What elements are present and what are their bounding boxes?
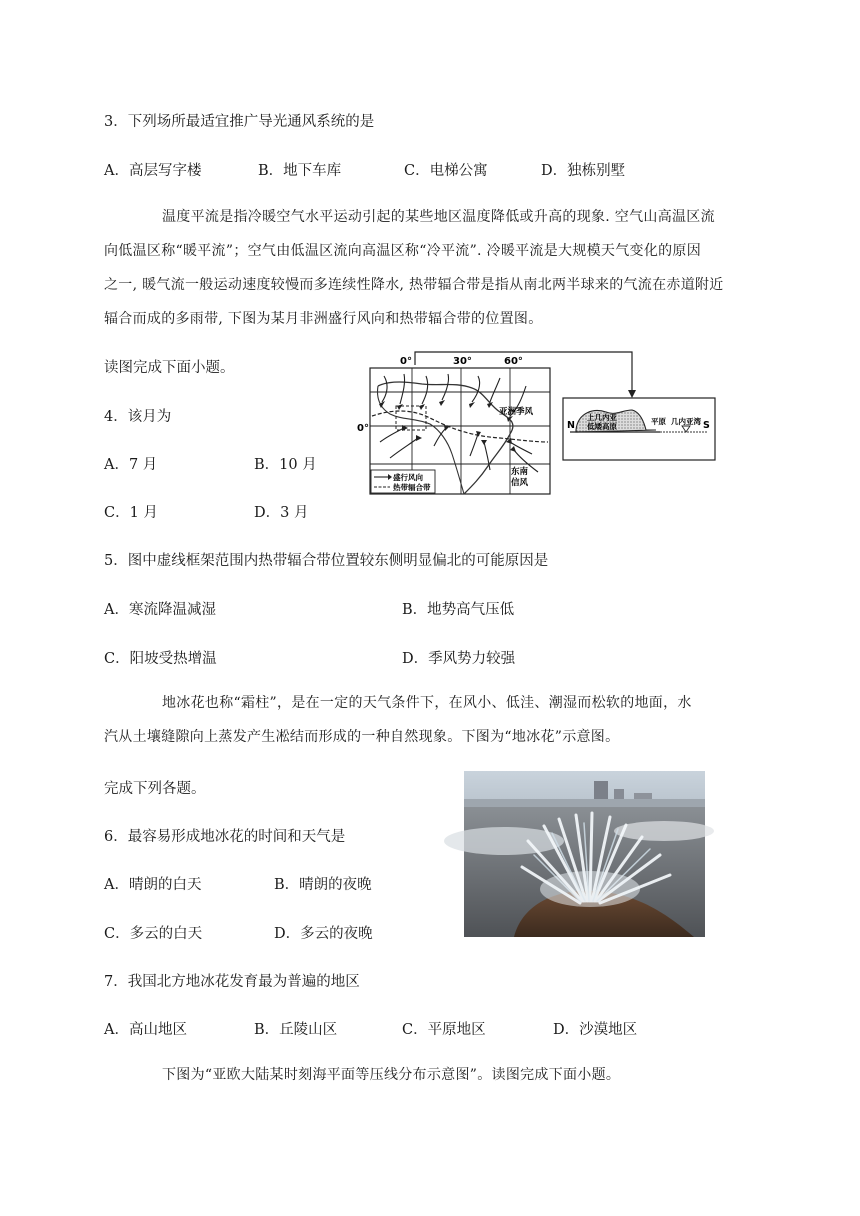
q4-option-c[interactable]: C．1 月 (104, 505, 158, 521)
q3-option-a[interactable]: A．高层写字楼 (104, 163, 202, 179)
passage1-line-2: 向低温区称“暖平流”；空气由低温区流向高温区称“冷平流”. 冷暖平流是大规模天气变化的原因 (104, 243, 702, 259)
q3-stem: 3．下列场所最适宜推广导光通风系统的是 (104, 114, 375, 130)
q5-option-c[interactable]: C．阳坡受热增温 (104, 651, 217, 667)
q7-option-d[interactable]: D．沙漠地区 (553, 1022, 638, 1038)
q7-option-c[interactable]: C．平原地区 (402, 1022, 486, 1038)
q6-option-c[interactable]: C．多云的白天 (104, 926, 203, 942)
passage1-line-4: 辐合而成的多雨带, 下图为某月非洲盛行风向和热带辐合带的位置图。 (104, 311, 543, 327)
q5-stem: 5．图中虚线框架范围内热带辐合带位置较东侧明显偏北的可能原因是 (104, 553, 549, 569)
q3-option-c[interactable]: C．电梯公寓 (404, 163, 488, 179)
profile-upper-guinea-label-2: 低矮高原 (587, 422, 617, 431)
lat-label-0: 0° (357, 423, 369, 434)
q4-option-d[interactable]: D．3 月 (254, 505, 309, 521)
profile-upper-guinea-label-1: 上几内亚 (587, 413, 617, 422)
q4-option-b[interactable]: B．10 月 (254, 457, 317, 473)
passage2-line-1: 地冰花也称“霜柱”，是在一定的天气条件下，在风小、低洼、潮湿而松软的地面，水 (162, 695, 692, 711)
q7-stem: 7．我国北方地冰花发育最为普遍的地区 (104, 974, 360, 990)
q7-option-b[interactable]: B．丘陵山区 (254, 1022, 338, 1038)
profile-plain-label: 平原 (651, 417, 666, 426)
q7-option-a[interactable]: A．高山地区 (104, 1022, 187, 1038)
q3-option-b[interactable]: B．地下车库 (258, 163, 342, 179)
q6-option-b[interactable]: B．晴朗的夜晚 (274, 877, 372, 893)
africa-wind-itcz-map (357, 346, 725, 502)
q5-option-b[interactable]: B．地势高气压低 (402, 602, 515, 618)
legend-wind-label: 盛行风向 (393, 473, 423, 482)
ice-flower-photo (464, 771, 705, 937)
profile-gulf-label: 几内亚湾 (671, 417, 701, 426)
passage1-instruction: 读图完成下面小题。 (104, 360, 235, 376)
q6-option-d[interactable]: D．多云的夜晚 (274, 926, 373, 942)
q4-option-a[interactable]: A．7 月 (104, 457, 158, 473)
q5-option-d[interactable]: D．季风势力较强 (402, 651, 516, 667)
passage1-line-1: 温度平流是指冷暖空气水平运动引起的某些地区温度降低或升高的现象. 空气山高温区流 (162, 209, 715, 225)
legend-itcz-label: 热带辐合带 (393, 483, 431, 492)
lon-label-60: 60° (504, 356, 523, 367)
lon-label-0: 0° (400, 356, 412, 367)
q3-option-d[interactable]: D．独栋别墅 (541, 163, 626, 179)
passage3-line: 下图为“亚欧大陆某时刻海平面等压线分布示意图”。读图完成下面小题。 (162, 1067, 621, 1083)
profile-north-label: N (567, 420, 575, 431)
se-trade-label-1: 东南 (511, 467, 529, 477)
asia-monsoon-label: 亚洲季风 (499, 407, 534, 417)
lon-label-30: 30° (453, 356, 472, 367)
q6-stem: 6．最容易形成地冰花的时间和天气是 (104, 829, 346, 845)
passage2-instruction: 完成下列各题。 (104, 781, 206, 797)
q5-option-a[interactable]: A．寒流降温减湿 (104, 602, 216, 618)
profile-south-label: S (703, 420, 710, 431)
q6-option-a[interactable]: A．晴朗的白天 (104, 877, 202, 893)
q4-stem: 4．该月为 (104, 409, 172, 425)
passage2-line-2: 汽从土壤缝隙向上蒸发产生凇结而形成的一种自然现象。下图为“地冰花”示意图。 (104, 729, 620, 745)
se-trade-label-2: 信风 (511, 478, 529, 488)
passage1-line-3: 之一, 暖气流一般运动速度较慢而多连续性降水, 热带辐合带是指从南北两半球来的气流在赤道附近 (104, 277, 724, 293)
